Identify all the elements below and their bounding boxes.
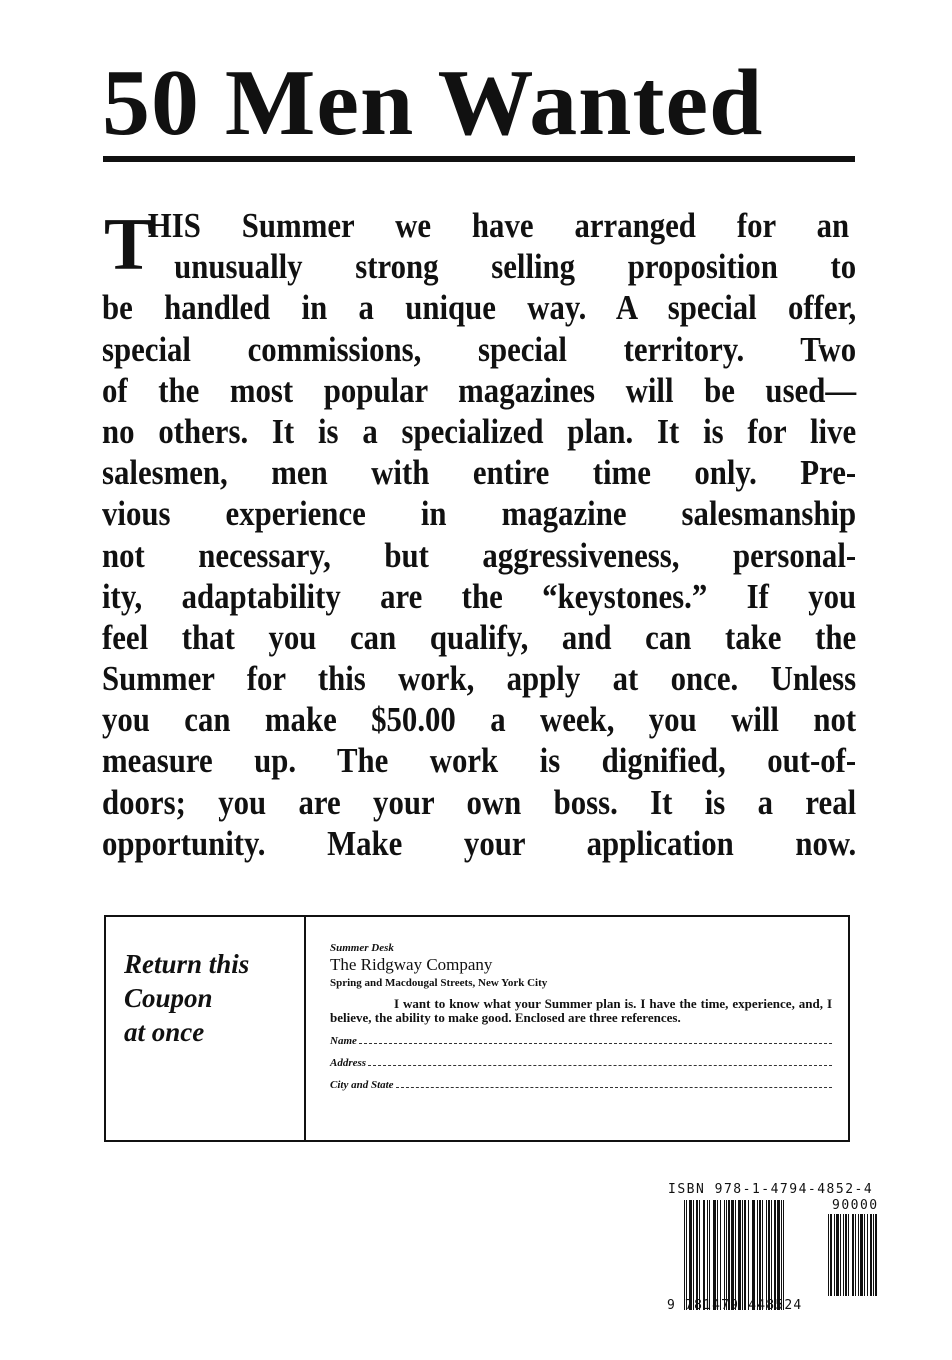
department-label: Summer Desk	[330, 942, 394, 954]
address-field-line[interactable]	[368, 1065, 832, 1066]
body-line: vious experience in magazine salesmanship	[102, 494, 857, 534]
cta-line: Coupon	[124, 983, 213, 1013]
isbn-barcode-icon	[684, 1200, 814, 1310]
city-state-field-line[interactable]	[396, 1087, 832, 1088]
price-addon-digits: 90000	[832, 1198, 879, 1213]
body-line: salesmen, men with entire time only. Pre-	[102, 453, 857, 493]
body-line: opportunity. Make your application now.	[102, 823, 857, 863]
cta-line: at once	[124, 1017, 205, 1047]
body-line: ity, adaptability are the “keystones.” If you	[102, 576, 857, 616]
address-field-label: Address	[330, 1057, 367, 1069]
body-line: of the most popular magazines will be used—	[102, 370, 857, 410]
price-addon-barcode-icon	[828, 1214, 894, 1296]
coupon-message	[330, 997, 832, 1025]
body-line: unusually strong selling proposition to	[174, 247, 857, 287]
body-line: feel that you can qualify, and can take the	[102, 617, 857, 657]
address-field[interactable]	[330, 1055, 832, 1069]
cta-line: Return this	[124, 949, 250, 979]
name-field[interactable]	[330, 1033, 832, 1047]
body-line: Summer for this work, apply at once. Unless	[102, 659, 857, 699]
company-address: Spring and Macdougal Streets, New York City	[330, 977, 548, 989]
body-line: be handled in a unique way. A special offer,	[102, 288, 857, 328]
company-name: The Ridgway Company	[330, 955, 493, 974]
body-line: you can make $50.00 a week, you will not	[102, 700, 857, 740]
name-field-line[interactable]	[359, 1043, 832, 1044]
ad-body-text	[102, 205, 856, 864]
isbn-label: ISBN 978-1-4794-4852-4	[668, 1182, 874, 1197]
city-state-field-label: City and State	[330, 1079, 394, 1091]
name-field-label: Name	[330, 1035, 357, 1047]
body-line: no others. It is a specialized plan. It is for live	[102, 411, 857, 451]
coupon-form	[330, 941, 832, 1091]
headline: 50 Men Wanted	[102, 51, 764, 155]
body-line: not necessary, but aggressiveness, personal-	[102, 535, 857, 575]
drop-cap: T	[104, 204, 154, 286]
headline-rule	[103, 156, 855, 162]
coupon-box	[104, 915, 850, 1142]
body-line: special commissions, special territory. Two	[102, 329, 857, 369]
city-state-field[interactable]	[330, 1077, 832, 1091]
body-line: doors; you are your own boss. It is a real	[102, 782, 857, 822]
coupon-call-to-action-panel	[106, 917, 306, 1140]
return-coupon-text	[124, 947, 249, 1049]
body-line: measure up. The work is dignified, out-of-	[102, 741, 857, 781]
ean-digits: 9 781479 448524	[667, 1298, 803, 1313]
body-line: HIS Summer we have arranged for an	[147, 206, 850, 245]
coupon-message-text: I want to know what your Summer plan is. I have the time, experience, and, I believe, the ability to make good. Enclosed are three references.	[330, 996, 832, 1025]
